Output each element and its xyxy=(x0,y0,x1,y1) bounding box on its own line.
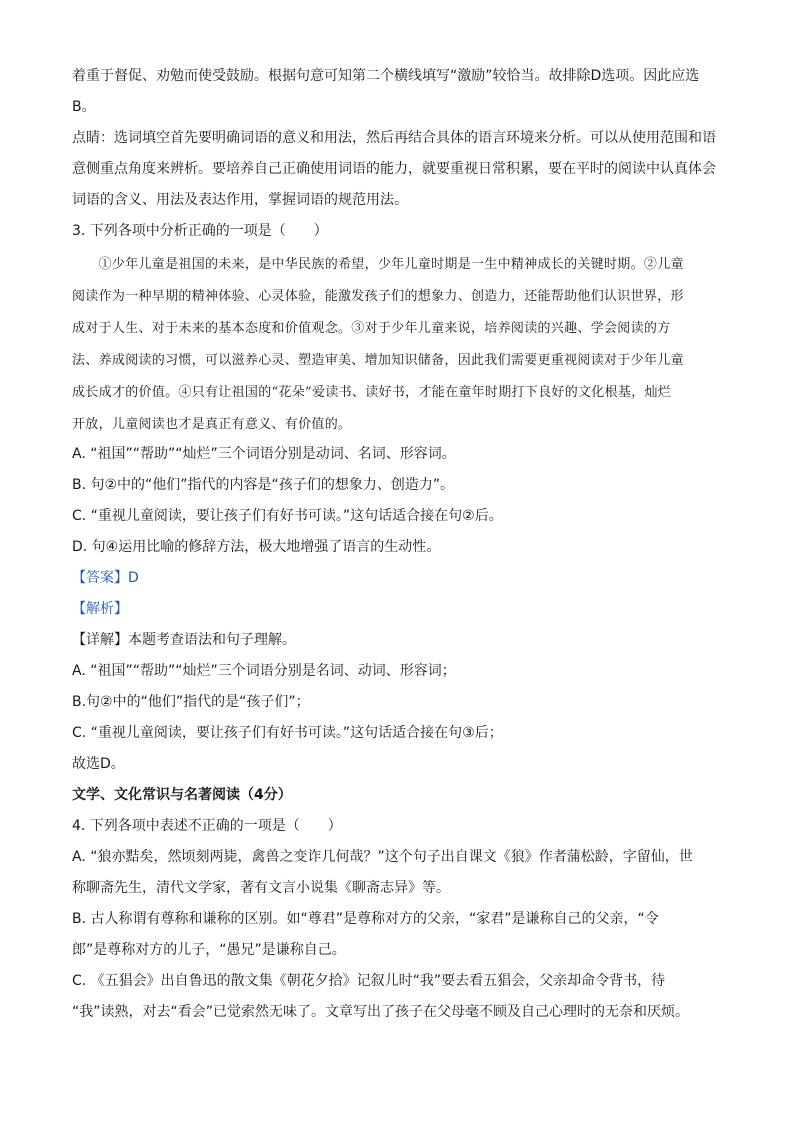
answer-tag: 【答案】D xyxy=(72,570,139,586)
option-a: A. “狼亦黠矣，然顷刻两毙，禽兽之变诈几何哉？”这个句子出自课文《狼》作者蒲松龄，字留仙，世 xyxy=(72,849,693,865)
option-a: A. “祖国”“帮助”“灿烂”三个词语分别是动词、名词、形容词。 xyxy=(72,446,456,462)
analysis-a: A. “祖国”“帮助”“灿烂”三个词语分别是名词、动词、形容词； xyxy=(72,663,456,679)
passage-line: 开放，儿童阅读也才是真正有意义、有价值的。 xyxy=(72,417,352,432)
option-a-cont: 称聊斋先生，清代文学家，著有文言小说集《聊斋志异》等。 xyxy=(72,880,450,896)
option-c: C. “重视儿童阅读，要让孩子们有好书可读。”这句话适合接在句②后。 xyxy=(72,508,503,524)
option-c: C. 《五猖会》出自鲁迅的散文集《朝花夕拾》记叙儿时“我”要去看五猖会，父亲却命令背书，待 xyxy=(72,973,666,989)
passage-line: 成长成才的价值。④只有让祖国的“花朵”爱读书、读好书，才能在童年时期打下良好的文化根基，灿烂 xyxy=(72,385,672,400)
passage-line: 法、养成阅读的习惯，可以滋养心灵、塑造审美、增加知识储备，因此我们需要更重视阅读对于少年儿童 xyxy=(72,353,684,368)
question-title: 4. 下列各项中表述不正确的一项是（ ） xyxy=(72,818,342,834)
passage-line: ①少年儿童是祖国的未来，是中华民族的希望，少年儿童时期是一生中精神成长的关键时期。②儿童 xyxy=(72,257,684,272)
option-d: D. 句④运用比喻的修辞方法，极大地增强了语言的生动性。 xyxy=(72,539,441,555)
section-heading: 文学、文化常识与名著阅读（4分） xyxy=(72,787,292,803)
text-line: 词语的含义、用法及表达作用，掌握词语的规范用法。 xyxy=(72,192,408,208)
analysis-b: B.句②中的“他们”指代的是“孩子们”； xyxy=(72,694,310,710)
tip-line: 点睛：选词填空首先要明确词语的意义和用法，然后再结合具体的语言环境来分析。可以从使用范围和语 xyxy=(72,130,716,146)
option-b: B. 古人称谓有尊称和谦称的区别。如“尊君”是尊称对方的父亲，“家君”是谦称自己的父亲，“令 xyxy=(72,911,659,927)
passage-line: 成对于人生、对于未来的基本态度和价值观念。③对于少年儿童来说，培养阅读的兴趣、学会阅读的方 xyxy=(72,321,671,336)
conclusion: 故选D。 xyxy=(72,756,125,772)
option-b: B. 句②中的“他们”指代的内容是“孩子们的想象力、创造力”。 xyxy=(72,477,455,493)
answer-label xyxy=(72,568,722,588)
text-line: B。 xyxy=(72,99,96,115)
text-line: 意侧重点角度来辨析。要培养自己正确使用词语的能力，就要重视日常积累，要在平时的阅读中认真体会 xyxy=(72,161,716,177)
text-line: 着重于督促、劝勉而使受鼓励。根据句意可知第二个横线填写“激励”较恰当。故排除D选项。因此应选 xyxy=(72,68,700,84)
detail-line: 【详解】本题考查语法和句子理解。 xyxy=(72,632,296,648)
option-c-cont: “我”读熟，对去“看会”已觉索然无味了。文章写出了孩子在父母毫不顾及自己心理时的无奈和厌烦。 xyxy=(72,1004,690,1020)
analysis-c: C. “重视儿童阅读，要让孩子们有好书可读。”这句话适合接在句③后； xyxy=(72,725,503,741)
option-b-cont: 郎”是尊称对方的儿子，“愚兄”是谦称自己。 xyxy=(72,942,346,958)
analysis-label: 【解析】 xyxy=(72,601,128,617)
passage-line: 阅读作为一种早期的精神体验、心灵体验，能激发孩子们的想象力、创造力，还能帮助他们认识世界，形 xyxy=(72,289,684,304)
question-title: 3. 下列各项中分析正确的一项是（ ） xyxy=(72,223,328,239)
